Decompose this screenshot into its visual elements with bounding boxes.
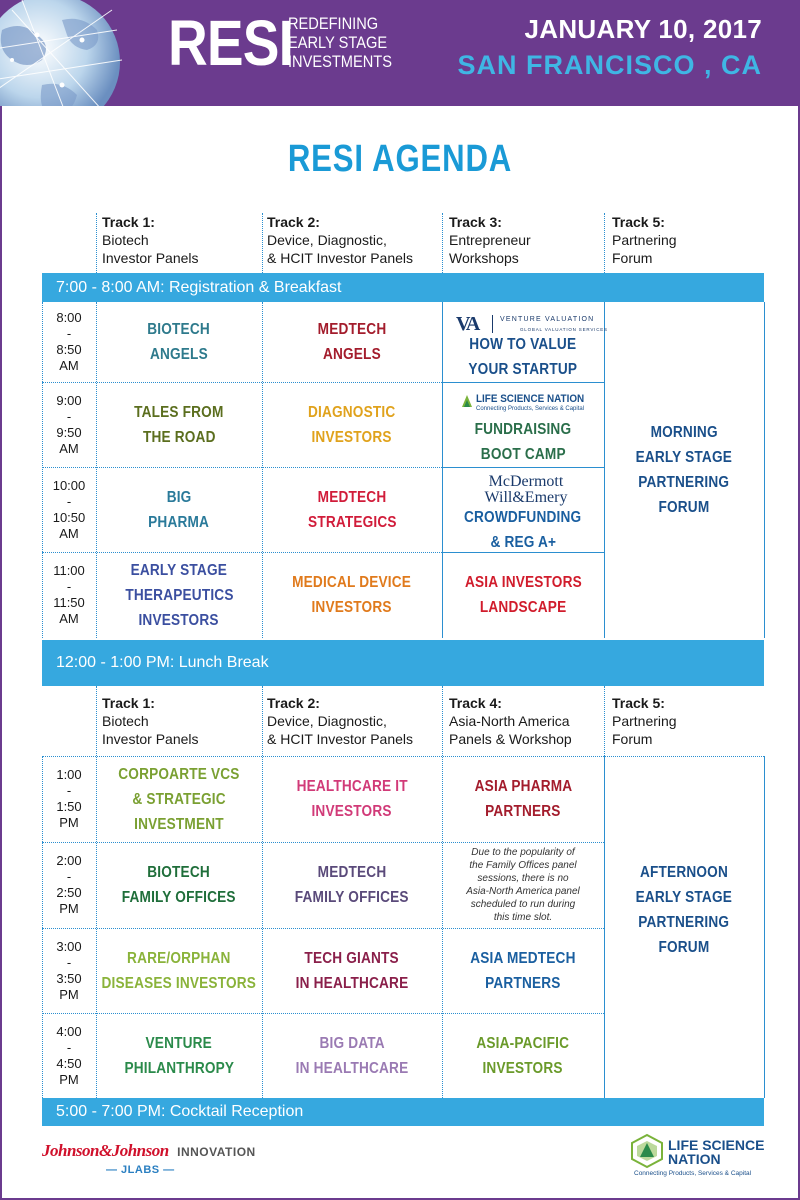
- session-big-pharma: [96, 467, 262, 552]
- time-line: -: [66, 408, 72, 424]
- session-line: RARE/ORPHAN: [127, 949, 231, 967]
- session-rare-orphan: [96, 928, 262, 1013]
- time-slot: [42, 467, 96, 552]
- time-line: 2:50: [56, 885, 82, 900]
- mwe-line: McDermott: [488, 473, 564, 490]
- track-name: Track 1:: [102, 695, 155, 711]
- session-line: INVESTORS: [311, 599, 393, 616]
- tagline-line: REDEFINING: [288, 14, 379, 33]
- session-line: DIAGNOSTIC: [308, 403, 396, 421]
- divider: [764, 756, 765, 1098]
- session-line: BIG: [166, 488, 192, 506]
- session-line: ASIA MEDTECH: [470, 949, 576, 967]
- session-morning-partnering-forum: [604, 302, 764, 638]
- time-line: 11:00: [53, 563, 85, 578]
- session-line: & REG A+: [490, 533, 556, 551]
- session-tech-giants: [262, 928, 442, 1013]
- time-line: PM: [59, 986, 79, 1002]
- session-asia-pharma-partners: [442, 756, 604, 842]
- jj-script: Johnson&Johnson: [42, 1141, 169, 1160]
- session-healthcare-it: [262, 756, 442, 842]
- time-slot: [42, 382, 96, 467]
- globe-icon: [0, 0, 142, 106]
- vv-name: VENTURE VALUATION: [500, 316, 595, 323]
- divider: [442, 467, 604, 468]
- session-line: INVESTMENT: [134, 815, 224, 833]
- divider: [96, 213, 97, 273]
- session-line: INVESTORS: [311, 803, 393, 820]
- schedule-note: [446, 842, 600, 928]
- lsn-tagline: Connecting Products, Services & Capital: [634, 1170, 752, 1177]
- track-desc: Device, Diagnostic,: [267, 713, 387, 729]
- tagline-line: INVESTMENTS: [288, 52, 392, 71]
- time-line: AM: [59, 525, 79, 541]
- mcdermott-logo: [446, 474, 606, 506]
- session-line: & STRATEGIC: [132, 790, 226, 808]
- time-slot: [42, 756, 96, 842]
- session-line: ASIA PHARMA: [474, 778, 572, 795]
- jj-innovation-logo: [42, 1141, 256, 1161]
- morning-track-3-header: [449, 213, 531, 267]
- session-line: DISEASES INVESTORS: [101, 974, 257, 992]
- session-line: STRATEGICS: [307, 513, 397, 531]
- session-line: TALES FROM: [134, 403, 224, 421]
- session-line: AFTERNOON: [640, 864, 728, 881]
- time-line: PM: [59, 815, 79, 830]
- time-line: AM: [59, 358, 79, 373]
- session-asia-investors-landscape: [442, 552, 604, 638]
- time-line: 1:00: [56, 767, 82, 782]
- session-line: MORNING: [650, 424, 718, 441]
- time-line: -: [66, 954, 72, 970]
- session-line: IN HEALTHCARE: [295, 974, 409, 992]
- time-line: 4:50: [56, 1055, 82, 1071]
- session-tales-from-the-road: [96, 382, 262, 467]
- session-line: PARTNERS: [485, 974, 561, 992]
- mwe-line: Will&Emery: [484, 489, 568, 506]
- session-line: BIOTECH: [147, 321, 211, 338]
- session-how-to-value: [442, 332, 604, 382]
- track-name: Track 4:: [449, 695, 502, 711]
- lsn-name: LIFE SCIENCE NATION: [476, 393, 585, 405]
- session-corporate-vcs: [96, 756, 262, 842]
- time-line: 8:00: [56, 310, 82, 325]
- session-line: TECH GIANTS: [304, 949, 400, 967]
- track-desc: Entrepreneur: [449, 232, 531, 248]
- session-line: ANGELS: [323, 346, 381, 363]
- cocktail-bar: 5:00 - 7:00 PM: Cocktail Reception: [42, 1098, 764, 1126]
- session-line: PARTNERING: [638, 914, 730, 931]
- divider: [262, 213, 263, 273]
- track-desc: & HCIT Investor Panels: [267, 250, 414, 266]
- time-line: 11:50: [53, 595, 85, 610]
- track-desc: Investor Panels: [102, 250, 199, 266]
- divider: [442, 382, 604, 383]
- time-line: 10:50: [52, 509, 86, 525]
- track-desc: Forum: [612, 731, 653, 747]
- header-banner: [0, 0, 800, 106]
- time-line: -: [66, 869, 72, 884]
- note-line: Due to the popularity of: [471, 847, 575, 858]
- lsn-tagline: Connecting Products, Services & Capital: [476, 406, 585, 412]
- note-line: sessions, there is no: [477, 873, 569, 884]
- session-venture-philanthropy: [96, 1013, 262, 1098]
- session-line: FORUM: [658, 499, 710, 516]
- time-line: -: [66, 579, 72, 594]
- lsn-hexagon-icon: [628, 1133, 666, 1169]
- session-line: MEDICAL DEVICE: [292, 574, 412, 591]
- track-name: Track 2:: [267, 695, 320, 711]
- tagline-line: EARLY STAGE: [288, 33, 388, 52]
- track-desc: Panels & Workshop: [449, 731, 572, 747]
- life-science-nation-footer-logo: [626, 1131, 776, 1179]
- session-fundraising-boot-camp: [442, 417, 604, 467]
- time-line: PM: [59, 901, 79, 916]
- time-line: -: [66, 493, 72, 509]
- session-line: CROWDFUNDING: [464, 508, 582, 526]
- session-line: HEALTHCARE IT: [296, 778, 408, 795]
- track-desc: Investor Panels: [102, 731, 199, 747]
- time-slot: [42, 552, 96, 638]
- note-line: the Family Offices panel: [469, 860, 577, 871]
- page-title: RESI AGENDA: [287, 138, 513, 180]
- jlabs-text: — JLABS —: [106, 1164, 175, 1176]
- track-desc: Partnering: [612, 232, 677, 248]
- vv-divider: [492, 315, 493, 333]
- time-line: 9:00: [56, 392, 82, 408]
- session-line: YOUR STARTUP: [468, 361, 578, 378]
- afternoon-track-2-header: [267, 694, 413, 748]
- session-line: PARTNERS: [485, 803, 561, 820]
- time-line: AM: [59, 611, 79, 626]
- session-line: ASIA INVESTORS: [464, 574, 582, 591]
- session-line: MEDTECH: [317, 864, 387, 881]
- lsn-leaf-icon: [460, 393, 474, 409]
- time-line: 3:50: [56, 970, 82, 986]
- session-line: BOOT CAMP: [480, 446, 566, 463]
- session-line: ASIA-PACIFIC: [476, 1034, 570, 1052]
- track-desc: & HCIT Investor Panels: [267, 731, 414, 747]
- time-slot: [42, 302, 96, 382]
- session-line: FUNDRAISING: [474, 421, 572, 438]
- registration-bar: 7:00 - 8:00 AM: Registration & Breakfast: [42, 273, 764, 302]
- time-line: -: [66, 783, 72, 798]
- session-asia-medtech-partners: [442, 928, 604, 1013]
- session-medtech-angels: [262, 302, 442, 382]
- morning-track-5-header: [612, 213, 677, 267]
- brand-logo-text: RESI: [168, 7, 294, 79]
- session-line: ANGELS: [150, 346, 208, 363]
- time-slot: [42, 1013, 96, 1098]
- jj-innovation: INNOVATION: [177, 1145, 256, 1159]
- session-line: VENTURE: [145, 1034, 213, 1052]
- time-line: PM: [59, 1071, 79, 1087]
- time-slot: [42, 928, 96, 1013]
- session-line: BIOTECH: [147, 864, 211, 881]
- session-medical-device-investors: [262, 552, 442, 638]
- track-desc: Biotech: [102, 232, 149, 248]
- session-line: EARLY STAGE: [635, 449, 733, 466]
- note-line: scheduled to run during: [470, 899, 576, 910]
- session-diagnostic-investors: [262, 382, 442, 467]
- session-line: EARLY STAGE: [130, 561, 228, 579]
- event-location: SAN FRANCISCO , CA: [457, 50, 762, 80]
- session-line: INVESTORS: [138, 611, 220, 629]
- track-desc: Partnering: [612, 713, 677, 729]
- time-line: 10:00: [52, 477, 86, 493]
- time-line: -: [66, 1039, 72, 1055]
- session-line: EARLY STAGE: [635, 889, 733, 906]
- time-line: 9:50: [56, 424, 82, 440]
- session-line: MEDTECH: [317, 321, 387, 338]
- track-name: Track 1:: [102, 214, 155, 230]
- vv-mark: VA: [456, 313, 479, 335]
- session-line: THE ROAD: [142, 428, 216, 446]
- session-line: THERAPEUTICS: [124, 586, 234, 604]
- afternoon-track-4-header: [449, 694, 572, 748]
- session-medtech-strategics: [262, 467, 442, 552]
- time-slot: [42, 842, 96, 928]
- session-line: IN HEALTHCARE: [295, 1059, 409, 1077]
- lsn-name-line: LIFE SCIENCE: [668, 1137, 765, 1153]
- track-desc: Asia-North America: [449, 713, 570, 729]
- track-name: Track 5:: [612, 214, 665, 230]
- note-line: Asia-North America panel: [466, 886, 580, 897]
- time-line: 8:50: [56, 342, 82, 357]
- session-asia-pacific-investors: [442, 1013, 604, 1098]
- track-desc: Workshops: [449, 250, 519, 266]
- track-desc: Device, Diagnostic,: [267, 232, 387, 248]
- session-line: PARTNERING: [638, 474, 730, 491]
- session-line: LANDSCAPE: [479, 599, 567, 616]
- vv-subtitle: GLOBAL VALUATION SERVICES: [520, 327, 608, 332]
- time-line: 2:00: [56, 853, 82, 868]
- session-line: PHILANTHROPY: [124, 1059, 234, 1077]
- track-name: Track 2:: [267, 214, 320, 230]
- session-line: PHARMA: [148, 513, 210, 531]
- session-line: MEDTECH: [317, 488, 387, 506]
- lunch-bar: 12:00 - 1:00 PM: Lunch Break: [42, 640, 764, 686]
- morning-track-2-header: [267, 213, 413, 267]
- time-line: 1:50: [56, 799, 82, 814]
- session-afternoon-partnering-forum: [604, 756, 764, 1098]
- session-medtech-family-offices: [262, 842, 442, 928]
- session-line: BIG DATA: [319, 1034, 385, 1052]
- session-line: CORPOARTE VCS: [118, 765, 240, 783]
- afternoon-track-1-header: [102, 694, 199, 748]
- session-line: INVESTORS: [311, 428, 393, 446]
- track-desc: Forum: [612, 250, 653, 266]
- time-line: 3:00: [56, 938, 82, 954]
- track-desc: Biotech: [102, 713, 149, 729]
- session-biotech-family-offices: [96, 842, 262, 928]
- session-line: INVESTORS: [482, 1059, 564, 1077]
- session-line: FAMILY OFFICES: [295, 889, 409, 906]
- session-line: HOW TO VALUE: [469, 336, 577, 353]
- morning-track-1-header: [102, 213, 199, 267]
- session-line: FORUM: [658, 939, 710, 956]
- divider: [604, 213, 605, 273]
- brand-tagline: [288, 14, 392, 71]
- session-crowdfunding: [442, 507, 604, 552]
- session-early-stage-therapeutics: [96, 552, 262, 638]
- note-line: this time slot.: [493, 912, 553, 923]
- track-name: Track 3:: [449, 214, 502, 230]
- divider: [442, 213, 443, 273]
- event-date: JANUARY 10, 2017: [524, 14, 762, 44]
- session-line: FAMILY OFFICES: [122, 889, 236, 906]
- session-big-data: [262, 1013, 442, 1098]
- time-line: 4:00: [56, 1023, 82, 1039]
- session-biotech-angels: [96, 302, 262, 382]
- time-line: AM: [59, 440, 79, 456]
- life-science-nation-logo: [460, 393, 590, 415]
- divider: [604, 686, 605, 756]
- track-name: Track 5:: [612, 695, 665, 711]
- lsn-name-line: NATION: [668, 1151, 721, 1167]
- time-line: -: [66, 326, 72, 341]
- divider: [764, 302, 765, 638]
- afternoon-track-5-header: [612, 694, 677, 748]
